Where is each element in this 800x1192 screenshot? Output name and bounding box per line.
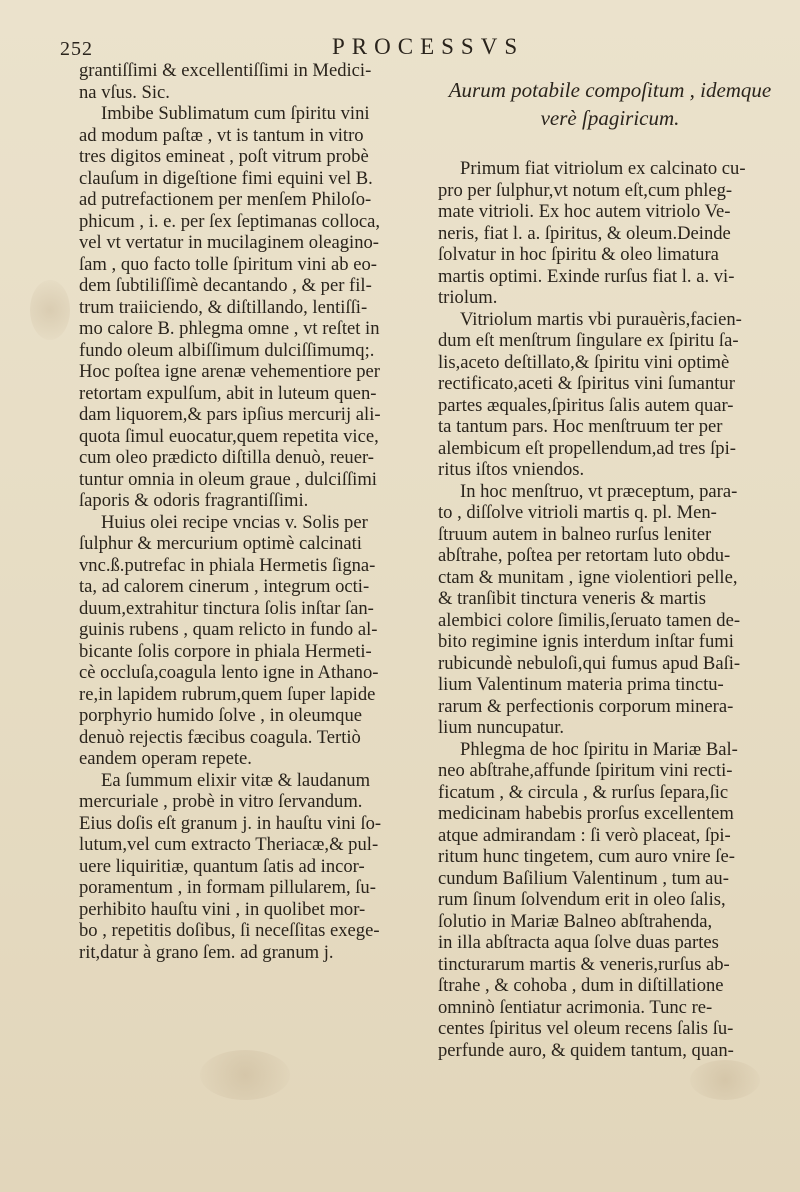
left-column: [79, 60, 409, 963]
text-line: re,in lapidem rubrum,quem ſuper lapide: [79, 683, 376, 705]
text-line: fundo oleum albiſſimum dulciſſimumq;.: [79, 339, 375, 361]
text-line: eandem operam repete.: [79, 748, 252, 769]
text-line: phicum , i. e. per ſex ſeptimanas colloca,: [79, 210, 381, 232]
text-line: ctam & munitam , igne violentiori pelle,: [438, 566, 738, 588]
text-line: na vſus. Sic.: [79, 81, 170, 103]
text-line: vel vt vertatur in mucilaginem oleagino-: [79, 232, 379, 253]
text-line: lium Valentinum materia prima tinctu-: [438, 674, 724, 695]
text-line: in illa abſtracta aqua ſolve duas partes: [438, 932, 719, 953]
text-line: In hoc menſtruo, vt præceptum, para-: [460, 480, 738, 502]
text-line: alembici colore ſimilis,ſeruato tamen de-: [438, 609, 741, 631]
section-title-line: verè ſpagiricum.: [540, 106, 680, 130]
text-line: dum eſt menſtrum ſingulare ex ſpiritu ſa-: [438, 330, 739, 351]
text-line: cum oleo prædicto diſtilla denuò, reuer-: [79, 447, 374, 468]
text-line: cè occluſa,coagula lento igne in Athano-: [79, 662, 379, 683]
text-line: partes æquales,ſpiritus ſalis autem quar-: [438, 394, 734, 416]
text-line: dem ſubtiliſſimè decantando , & per fil-: [79, 275, 372, 296]
paper-stain: [690, 1060, 760, 1100]
text-line: Phlegma de hoc ſpiritu in Mariæ Bal-: [460, 738, 738, 760]
text-line: ta, ad calorem cinerum , integrum octi-: [79, 576, 370, 597]
section-title-line: Aurum potabile compoſitum , idemque: [448, 78, 772, 102]
text-line: pro per ſulphur,vt notum eſt,cum phleg-: [438, 179, 733, 201]
text-line: rubicundè nebuloſi,qui fumus apud Baſi-: [438, 652, 741, 674]
text-line: Vitriolum martis vbi purauèris,facien-: [460, 308, 742, 330]
text-line: mercuriale , probè in vitro ſervandum.: [79, 791, 363, 812]
text-line: neo abſtrahe,affunde ſpiritum vini recti-: [438, 760, 733, 781]
text-line: perhibito hauſtu vini , in quolibet mor-: [79, 898, 366, 920]
text-line: vnc.ß.putrefac in phiala Hermetis ſigna-: [79, 554, 376, 576]
right-column-body: [438, 158, 782, 1061]
text-line: dam liquorem,& pars ipſius mercurij ali-: [79, 404, 381, 425]
text-line: cundum Baſilium Valentinum , tum au-: [438, 867, 729, 889]
text-line: lis,aceto deſtillato,& ſpiritu vini optimè: [438, 351, 730, 373]
text-line: denuò rejectis fæcibus coagula. Tertiò: [79, 726, 361, 748]
text-line: clauſum in digeſtione fimi equini vel B.: [79, 167, 373, 189]
text-line: Eius doſis eſt granum j. in hauſtu vini ſo-: [79, 812, 382, 834]
text-line: tuntur omnia in oleum graue , dulciſſimi: [79, 468, 377, 490]
text-line: Imbibe Sublimatum cum ſpiritu vini: [101, 103, 370, 124]
text-line: rum ſinum ſolvendum erit in oleo ſalis,: [438, 889, 726, 910]
text-line: medicinam habebis prorſus excellentem: [438, 803, 734, 824]
text-line: rarum & perfectionis corporum minera-: [438, 695, 734, 717]
text-line: ſolvatur in hoc ſpiritu & oleo limatura: [438, 244, 719, 265]
running-title: PROCESSVS: [332, 34, 525, 59]
text-line: bo , repetitis doſibus, ſi neceſſitas exege-: [79, 920, 380, 941]
text-line: bicante ſolis corpore in phiala Hermeti-: [79, 640, 372, 662]
text-line: ſam , quo facto tolle ſpiritum vini ab eo-: [79, 253, 377, 275]
text-line: Hoc poſtea igne arenæ vehementiore per: [79, 361, 380, 382]
text-line: ficatum , & circula , & rurſus ſepara,ſic: [438, 781, 729, 803]
text-line: ſtruum autem in balneo rurſus leniter: [438, 523, 712, 545]
text-line: grantiſſimi & excellentiſſimi in Medici-: [79, 60, 372, 81]
text-line: bito regimine ignis interdum inſtar fumi: [438, 631, 734, 652]
text-line: perfunde auro, & quidem tantum, quan-: [438, 1039, 734, 1061]
text-line: lium nuncupatur.: [438, 717, 565, 738]
text-line: mo calore B. phlegma omne , vt reſtet in: [79, 318, 380, 339]
text-line: ſaporis & odoris fragrantiſſimi.: [79, 490, 309, 511]
text-line: centes ſpiritus vel oleum recens ſalis ſu-: [438, 1018, 734, 1039]
text-line: Ea ſummum elixir vitæ & laudanum: [101, 769, 371, 791]
text-line: omninò ſentiatur acrimonia. Tunc re-: [438, 996, 713, 1018]
text-line: tincturarum martis & veneris,rurſus ab-: [438, 953, 730, 975]
text-line: lutum,vel cum extracto Theriacæ,& pul-: [79, 834, 379, 855]
text-line: atque admirandam : ſi verò placeat, ſpi-: [438, 824, 731, 846]
text-line: alembicum eſt propellendum,ad tres ſpi-: [438, 437, 736, 459]
text-line: retortam expulſum, abit in luteum quen-: [79, 382, 377, 404]
text-line: rit,datur à grano ſem. ad granum j.: [79, 941, 334, 963]
text-line: quota ſimul euocatur,quem repetita vice,: [79, 425, 379, 447]
text-line: to , diſſolve vitrioli martis q. pl. Men-: [438, 502, 717, 523]
text-line: ſolutio in Mariæ Balneo abſtrahenda,: [438, 910, 713, 932]
text-line: abſtrahe, poſtea per retortam luto obdu-: [438, 545, 731, 566]
text-line: triolum.: [438, 287, 498, 308]
text-line: martis optimi. Exinde rurſus fiat l. a. vi-: [438, 265, 735, 287]
text-line: ad modum paſtæ , vt is tantum in vitro: [79, 124, 364, 146]
text-line: guinis rubens , quam relicto in fundo al-: [79, 619, 378, 640]
text-line: trum traiiciendo, & diſtillando, lentiſſi-: [79, 296, 368, 318]
text-line: tres digitos emineat , poſt vitrum probè: [79, 146, 369, 167]
page-number: 252: [60, 38, 93, 60]
text-line: & tranſibit tinctura veneris & martis: [438, 588, 706, 609]
right-column: [438, 76, 782, 1061]
paper-stain: [200, 1050, 290, 1100]
text-line: mate vitrioli. Ex hoc autem vitriolo Ve-: [438, 201, 731, 222]
title-spacer: [438, 132, 782, 158]
paper-stain: [30, 280, 70, 340]
text-line: neris, fiat l. a. ſpiritus, & oleum.Deinde: [438, 222, 731, 244]
text-line: rectificato,aceti & ſpiritus vini ſumantur: [438, 373, 735, 394]
text-line: ritum hunc tingetem, cum auro vnire ſe-: [438, 846, 735, 867]
text-line: ritus iſtos vniendos.: [438, 459, 585, 480]
text-line: ſulphur & mercurium optimè calcinati: [79, 533, 362, 554]
text-line: ta tantum pars. Hoc menſtruum ter per: [438, 416, 723, 437]
text-line: uere liquiritiæ, quantum ſatis ad incor-: [79, 855, 365, 877]
text-line: poramentum , in formam pillularem, ſu-: [79, 877, 376, 898]
text-line: porphyrio humido ſolve , in oleumque: [79, 705, 363, 726]
text-line: ſtrahe , & cohoba , dum in diſtillatione: [438, 975, 724, 996]
text-line: ad putrefactionem per menſem Philoſo-: [79, 189, 372, 210]
text-line: duum,extrahitur tinctura ſolis inſtar ſan-: [79, 597, 374, 619]
text-line: Huius olei recipe vncias v. Solis per: [101, 511, 368, 533]
text-line: Primum fiat vitriolum ex calcinato cu-: [460, 158, 746, 179]
